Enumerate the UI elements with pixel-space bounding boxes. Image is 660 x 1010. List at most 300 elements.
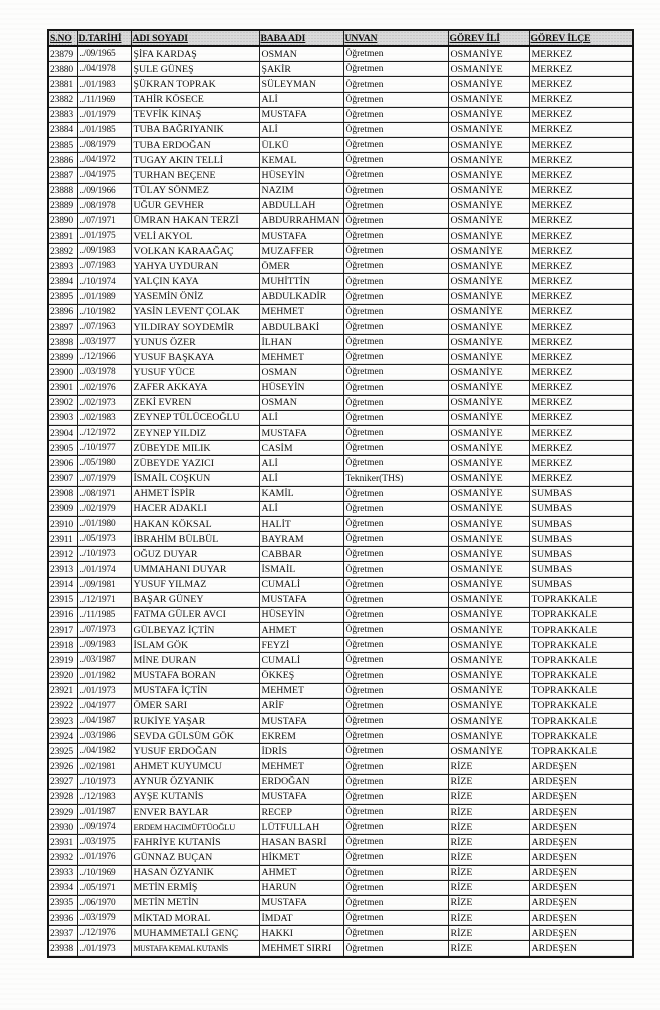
table-row bbox=[48, 532, 633, 547]
cell-name: TURHAN BEÇENE bbox=[131, 168, 259, 183]
cell-birthdate: ../11/1985 bbox=[77, 607, 131, 622]
cell-title: Öğretmen bbox=[343, 456, 448, 471]
cell-birthdate: ../08/1971 bbox=[77, 486, 131, 501]
cell-birthdate: ../04/1972 bbox=[77, 153, 131, 168]
cell-father-name: HÜSEYİN bbox=[259, 607, 343, 622]
cell-province: OSMANİYE bbox=[448, 213, 529, 228]
cell-birthdate: ../09/1974 bbox=[77, 820, 131, 835]
cell-title: Öğretmen bbox=[343, 395, 448, 410]
cell-birthdate: ../12/1983 bbox=[77, 789, 131, 804]
cell-name: ÜMRAN HAKAN TERZİ bbox=[131, 213, 259, 228]
cell-province: OSMANİYE bbox=[448, 138, 529, 153]
cell-birthdate: ../03/1977 bbox=[77, 335, 131, 350]
cell-birthdate: ../07/1971 bbox=[77, 213, 131, 228]
cell-district: MERKEZ bbox=[529, 365, 633, 380]
cell-sno: 23916 bbox=[48, 607, 77, 622]
cell-province: OSMANİYE bbox=[448, 244, 529, 259]
cell-province: OSMANİYE bbox=[448, 122, 529, 137]
cell-father-name: KAMİL bbox=[259, 486, 343, 501]
cell-title: Öğretmen bbox=[343, 410, 448, 425]
cell-province: RİZE bbox=[448, 850, 529, 865]
table-row bbox=[48, 198, 633, 213]
cell-sno: 23908 bbox=[48, 486, 77, 501]
cell-father-name: KEMAL bbox=[259, 153, 343, 168]
cell-province: RİZE bbox=[448, 789, 529, 804]
cell-district: SUMBAS bbox=[529, 577, 633, 592]
cell-district: SUMBAS bbox=[529, 547, 633, 562]
cell-father-name: ERDOĞAN bbox=[259, 774, 343, 789]
cell-province: OSMANİYE bbox=[448, 365, 529, 380]
cell-father-name: MEHMET SIRRI bbox=[259, 941, 343, 957]
cell-district: MERKEZ bbox=[529, 304, 633, 319]
cell-father-name: MUZAFFER bbox=[259, 244, 343, 259]
cell-father-name: MUSTAFA bbox=[259, 789, 343, 804]
cell-father-name: ÜLKÜ bbox=[259, 138, 343, 153]
table-row bbox=[48, 122, 633, 137]
table-row bbox=[48, 774, 633, 789]
cell-sno: 23898 bbox=[48, 335, 77, 350]
cell-title: Öğretmen bbox=[343, 683, 448, 698]
cell-name: AHMET İSPİR bbox=[131, 486, 259, 501]
cell-name: YUNUS ÖZER bbox=[131, 335, 259, 350]
cell-district: MERKEZ bbox=[529, 410, 633, 425]
cell-name: ERDEM HACIMÜFTÜOĞLU bbox=[131, 820, 259, 835]
cell-sno: 23894 bbox=[48, 274, 77, 289]
cell-province: RİZE bbox=[448, 926, 529, 941]
table-row bbox=[48, 259, 633, 274]
cell-province: OSMANİYE bbox=[448, 729, 529, 744]
cell-province: RİZE bbox=[448, 941, 529, 957]
cell-birthdate: ../03/1979 bbox=[77, 911, 131, 926]
cell-province: OSMANİYE bbox=[448, 471, 529, 486]
cell-province: OSMANİYE bbox=[448, 335, 529, 350]
cell-title: Öğretmen bbox=[343, 774, 448, 789]
cell-province: RİZE bbox=[448, 911, 529, 926]
cell-title: Öğretmen bbox=[343, 532, 448, 547]
column-header-father-name: BABA ADI bbox=[259, 30, 343, 46]
cell-province: RİZE bbox=[448, 835, 529, 850]
table-row bbox=[48, 926, 633, 941]
cell-sno: 23906 bbox=[48, 456, 77, 471]
cell-birthdate: ../08/1979 bbox=[77, 138, 131, 153]
cell-district: MERKEZ bbox=[529, 289, 633, 304]
cell-birthdate: ../05/1973 bbox=[77, 532, 131, 547]
cell-title: Öğretmen bbox=[343, 729, 448, 744]
cell-sno: 23927 bbox=[48, 774, 77, 789]
cell-district: ARDEŞEN bbox=[529, 941, 633, 957]
cell-sno: 23932 bbox=[48, 850, 77, 865]
cell-sno: 23895 bbox=[48, 289, 77, 304]
table-row bbox=[48, 668, 633, 683]
cell-province: OSMANİYE bbox=[448, 532, 529, 547]
cell-sno: 23937 bbox=[48, 926, 77, 941]
cell-sno: 23890 bbox=[48, 213, 77, 228]
cell-birthdate: ../03/1987 bbox=[77, 653, 131, 668]
cell-sno: 23928 bbox=[48, 789, 77, 804]
cell-name: AYŞE KUTANİS bbox=[131, 789, 259, 804]
cell-district: ARDEŞEN bbox=[529, 880, 633, 895]
cell-province: OSMANİYE bbox=[448, 592, 529, 607]
cell-district: TOPRAKKALE bbox=[529, 653, 633, 668]
cell-title: Öğretmen bbox=[343, 486, 448, 501]
cell-name: YUSUF YÜCE bbox=[131, 365, 259, 380]
cell-father-name: ARİF bbox=[259, 698, 343, 713]
cell-title: Öğretmen bbox=[343, 46, 448, 62]
cell-district: MERKEZ bbox=[529, 62, 633, 77]
cell-name: MUHAMMETALİ GENÇ bbox=[131, 926, 259, 941]
cell-title: Öğretmen bbox=[343, 516, 448, 531]
cell-birthdate: ../01/1985 bbox=[77, 122, 131, 137]
cell-district: TOPRAKKALE bbox=[529, 744, 633, 759]
cell-name: YUSUF ERDOĞAN bbox=[131, 744, 259, 759]
cell-province: RİZE bbox=[448, 895, 529, 910]
cell-sno: 23936 bbox=[48, 911, 77, 926]
cell-name: METİN ERMİŞ bbox=[131, 880, 259, 895]
cell-father-name: MUSTAFA bbox=[259, 229, 343, 244]
cell-province: OSMANİYE bbox=[448, 744, 529, 759]
cell-title: Öğretmen bbox=[343, 804, 448, 819]
cell-name: GÜLBEYAZ İÇTİN bbox=[131, 623, 259, 638]
table-row bbox=[48, 714, 633, 729]
cell-sno: 23907 bbox=[48, 471, 77, 486]
cell-father-name: ÖKKEŞ bbox=[259, 668, 343, 683]
cell-sno: 23909 bbox=[48, 501, 77, 516]
cell-father-name: SÜLEYMAN bbox=[259, 77, 343, 92]
cell-title: Öğretmen bbox=[343, 820, 448, 835]
cell-birthdate: ../02/1983 bbox=[77, 410, 131, 425]
cell-title: Öğretmen bbox=[343, 895, 448, 910]
cell-birthdate: ../01/1973 bbox=[77, 683, 131, 698]
cell-father-name: HİKMET bbox=[259, 850, 343, 865]
cell-sno: 23910 bbox=[48, 516, 77, 531]
cell-birthdate: ../07/1979 bbox=[77, 471, 131, 486]
cell-father-name: LÜTFULLAH bbox=[259, 820, 343, 835]
cell-district: MERKEZ bbox=[529, 77, 633, 92]
cell-sno: 23929 bbox=[48, 804, 77, 819]
cell-province: OSMANİYE bbox=[448, 668, 529, 683]
cell-sno: 23914 bbox=[48, 577, 77, 592]
cell-title: Öğretmen bbox=[343, 365, 448, 380]
cell-sno: 23899 bbox=[48, 350, 77, 365]
cell-sno: 23883 bbox=[48, 107, 77, 122]
cell-father-name: ALİ bbox=[259, 471, 343, 486]
table-row bbox=[48, 577, 633, 592]
cell-birthdate: ../02/1979 bbox=[77, 501, 131, 516]
table-row bbox=[48, 46, 633, 62]
cell-father-name: CASİM bbox=[259, 441, 343, 456]
cell-district: MERKEZ bbox=[529, 229, 633, 244]
cell-title: Öğretmen bbox=[343, 244, 448, 259]
cell-district: MERKEZ bbox=[529, 244, 633, 259]
cell-father-name: ALİ bbox=[259, 501, 343, 516]
cell-name: UĞUR GEVHER bbox=[131, 198, 259, 213]
cell-birthdate: ../09/1983 bbox=[77, 244, 131, 259]
column-header-title: UNVAN bbox=[343, 30, 448, 46]
cell-province: OSMANİYE bbox=[448, 395, 529, 410]
cell-district: TOPRAKKALE bbox=[529, 714, 633, 729]
cell-birthdate: ../10/1973 bbox=[77, 774, 131, 789]
cell-sno: 23919 bbox=[48, 653, 77, 668]
cell-birthdate: ../01/1973 bbox=[77, 941, 131, 957]
cell-birthdate: ../01/1975 bbox=[77, 229, 131, 244]
cell-title: Öğretmen bbox=[343, 562, 448, 577]
cell-title: Öğretmen bbox=[343, 653, 448, 668]
cell-father-name: MUSTAFA bbox=[259, 426, 343, 441]
cell-father-name: ABDURRAHMAN bbox=[259, 213, 343, 228]
cell-father-name: ÖMER bbox=[259, 259, 343, 274]
cell-title: Öğretmen bbox=[343, 547, 448, 562]
cell-name: ZEYNEP TÜLÜCEOĞLU bbox=[131, 410, 259, 425]
cell-birthdate: ../01/1989 bbox=[77, 289, 131, 304]
table-row bbox=[48, 138, 633, 153]
cell-birthdate: ../01/1979 bbox=[77, 107, 131, 122]
table-row bbox=[48, 229, 633, 244]
cell-district: SUMBAS bbox=[529, 532, 633, 547]
cell-sno: 23891 bbox=[48, 229, 77, 244]
cell-name: UMMAHANI DUYAR bbox=[131, 562, 259, 577]
cell-sno: 23896 bbox=[48, 304, 77, 319]
cell-title: Öğretmen bbox=[343, 577, 448, 592]
cell-birthdate: ../01/1982 bbox=[77, 668, 131, 683]
table-row bbox=[48, 92, 633, 107]
cell-district: ARDEŞEN bbox=[529, 804, 633, 819]
cell-province: OSMANİYE bbox=[448, 229, 529, 244]
cell-birthdate: ../06/1970 bbox=[77, 895, 131, 910]
table-body bbox=[48, 46, 633, 957]
cell-province: OSMANİYE bbox=[448, 486, 529, 501]
cell-title: Öğretmen bbox=[343, 789, 448, 804]
cell-province: OSMANİYE bbox=[448, 456, 529, 471]
cell-father-name: OSMAN bbox=[259, 46, 343, 62]
cell-title: Öğretmen bbox=[343, 698, 448, 713]
cell-title: Öğretmen bbox=[343, 289, 448, 304]
cell-birthdate: ../05/1980 bbox=[77, 456, 131, 471]
table-row bbox=[48, 456, 633, 471]
cell-birthdate: ../10/1969 bbox=[77, 865, 131, 880]
cell-sno: 23912 bbox=[48, 547, 77, 562]
table-row bbox=[48, 410, 633, 425]
table-row bbox=[48, 865, 633, 880]
table-row bbox=[48, 562, 633, 577]
cell-birthdate: ../08/1978 bbox=[77, 198, 131, 213]
cell-sno: 23934 bbox=[48, 880, 77, 895]
table-row bbox=[48, 244, 633, 259]
cell-sno: 23915 bbox=[48, 592, 77, 607]
table-row bbox=[48, 304, 633, 319]
cell-title: Öğretmen bbox=[343, 198, 448, 213]
table-row bbox=[48, 183, 633, 198]
cell-sno: 23903 bbox=[48, 410, 77, 425]
cell-title: Tekniker(THS) bbox=[343, 471, 448, 486]
table-row bbox=[48, 335, 633, 350]
cell-name: İSLAM GÖK bbox=[131, 638, 259, 653]
cell-province: RİZE bbox=[448, 774, 529, 789]
table-row bbox=[48, 895, 633, 910]
cell-province: OSMANİYE bbox=[448, 289, 529, 304]
cell-district: ARDEŞEN bbox=[529, 895, 633, 910]
cell-birthdate: ../12/1966 bbox=[77, 350, 131, 365]
cell-title: Öğretmen bbox=[343, 865, 448, 880]
cell-birthdate: ../04/1977 bbox=[77, 698, 131, 713]
cell-birthdate: ../07/1963 bbox=[77, 319, 131, 334]
cell-title: Öğretmen bbox=[343, 259, 448, 274]
cell-name: HAKAN KÖKSAL bbox=[131, 516, 259, 531]
cell-district: TOPRAKKALE bbox=[529, 592, 633, 607]
cell-district: TOPRAKKALE bbox=[529, 638, 633, 653]
cell-province: OSMANİYE bbox=[448, 274, 529, 289]
cell-birthdate: ../02/1976 bbox=[77, 380, 131, 395]
table-row bbox=[48, 213, 633, 228]
cell-district: MERKEZ bbox=[529, 335, 633, 350]
table-row bbox=[48, 77, 633, 92]
cell-name: VELİ AKYOL bbox=[131, 229, 259, 244]
cell-district: TOPRAKKALE bbox=[529, 623, 633, 638]
cell-birthdate: ../09/1983 bbox=[77, 638, 131, 653]
cell-father-name: HÜSEYİN bbox=[259, 380, 343, 395]
cell-province: OSMANİYE bbox=[448, 441, 529, 456]
cell-birthdate: ../07/1973 bbox=[77, 623, 131, 638]
cell-sno: 23938 bbox=[48, 941, 77, 957]
cell-birthdate: ../10/1982 bbox=[77, 304, 131, 319]
cell-father-name: NAZIM bbox=[259, 183, 343, 198]
cell-title: Öğretmen bbox=[343, 835, 448, 850]
cell-title: Öğretmen bbox=[343, 153, 448, 168]
cell-birthdate: ../01/1983 bbox=[77, 77, 131, 92]
cell-father-name: CUMALİ bbox=[259, 653, 343, 668]
cell-title: Öğretmen bbox=[343, 62, 448, 77]
cell-province: OSMANİYE bbox=[448, 153, 529, 168]
cell-province: RİZE bbox=[448, 820, 529, 835]
table-row bbox=[48, 789, 633, 804]
cell-father-name: ALİ bbox=[259, 92, 343, 107]
table-row bbox=[48, 380, 633, 395]
cell-birthdate: ../10/1973 bbox=[77, 547, 131, 562]
cell-sno: 23889 bbox=[48, 198, 77, 213]
cell-sno: 23897 bbox=[48, 319, 77, 334]
cell-province: OSMANİYE bbox=[448, 350, 529, 365]
cell-birthdate: ../12/1976 bbox=[77, 926, 131, 941]
cell-district: MERKEZ bbox=[529, 274, 633, 289]
cell-title: Öğretmen bbox=[343, 350, 448, 365]
cell-province: OSMANİYE bbox=[448, 577, 529, 592]
table-row bbox=[48, 698, 633, 713]
cell-birthdate: ../02/1981 bbox=[77, 759, 131, 774]
table-row bbox=[48, 319, 633, 334]
cell-district: ARDEŞEN bbox=[529, 820, 633, 835]
cell-title: Öğretmen bbox=[343, 850, 448, 865]
cell-father-name: ALİ bbox=[259, 456, 343, 471]
cell-title: Öğretmen bbox=[343, 911, 448, 926]
cell-name: YILDIRAY SOYDEMİR bbox=[131, 319, 259, 334]
cell-father-name: OSMAN bbox=[259, 365, 343, 380]
cell-father-name: MUSTAFA bbox=[259, 895, 343, 910]
cell-district: MERKEZ bbox=[529, 380, 633, 395]
cell-name: FAHRİYE KUTANİS bbox=[131, 835, 259, 850]
cell-name: YALÇIN KAYA bbox=[131, 274, 259, 289]
header-row bbox=[48, 30, 633, 46]
table-row bbox=[48, 623, 633, 638]
cell-name: MUSTAFA İÇTİN bbox=[131, 683, 259, 698]
cell-province: OSMANİYE bbox=[448, 683, 529, 698]
cell-name: MUSTAFA BORAN bbox=[131, 668, 259, 683]
cell-father-name: EKREM bbox=[259, 729, 343, 744]
table-row bbox=[48, 638, 633, 653]
table-row bbox=[48, 592, 633, 607]
cell-birthdate: ../01/1976 bbox=[77, 850, 131, 865]
cell-province: OSMANİYE bbox=[448, 607, 529, 622]
cell-birthdate: ../03/1986 bbox=[77, 729, 131, 744]
cell-birthdate: ../10/1974 bbox=[77, 274, 131, 289]
cell-name: MUSTAFA KEMAL KUTANİS bbox=[131, 941, 259, 957]
cell-birthdate: ../03/1975 bbox=[77, 835, 131, 850]
cell-province: OSMANİYE bbox=[448, 623, 529, 638]
cell-name: YUSUF BAŞKAYA bbox=[131, 350, 259, 365]
table-row bbox=[48, 820, 633, 835]
cell-sno: 23918 bbox=[48, 638, 77, 653]
table-row bbox=[48, 729, 633, 744]
cell-district: MERKEZ bbox=[529, 153, 633, 168]
column-header-province: GÖREV İLİ bbox=[448, 30, 529, 46]
cell-father-name: İLHAN bbox=[259, 335, 343, 350]
cell-title: Öğretmen bbox=[343, 319, 448, 334]
personnel-table bbox=[47, 29, 634, 958]
cell-sno: 23931 bbox=[48, 835, 77, 850]
cell-name: BAŞAR GÜNEY bbox=[131, 592, 259, 607]
cell-district: ARDEŞEN bbox=[529, 835, 633, 850]
cell-father-name: OSMAN bbox=[259, 395, 343, 410]
cell-name: TUBA ERDOĞAN bbox=[131, 138, 259, 153]
cell-sno: 23892 bbox=[48, 244, 77, 259]
cell-father-name: MEHMET bbox=[259, 683, 343, 698]
cell-title: Öğretmen bbox=[343, 426, 448, 441]
cell-name: ZEYNEP YILDIZ bbox=[131, 426, 259, 441]
table-row bbox=[48, 759, 633, 774]
cell-title: Öğretmen bbox=[343, 880, 448, 895]
cell-district: MERKEZ bbox=[529, 107, 633, 122]
cell-sno: 23922 bbox=[48, 698, 77, 713]
cell-province: OSMANİYE bbox=[448, 198, 529, 213]
cell-father-name: HAKKI bbox=[259, 926, 343, 941]
cell-province: OSMANİYE bbox=[448, 304, 529, 319]
cell-province: OSMANİYE bbox=[448, 183, 529, 198]
cell-sno: 23930 bbox=[48, 820, 77, 835]
cell-name: TUGAY AKIN TELLİ bbox=[131, 153, 259, 168]
cell-name: TAHİR KÖSECE bbox=[131, 92, 259, 107]
cell-name: YUSUF YILMAZ bbox=[131, 577, 259, 592]
cell-title: Öğretmen bbox=[343, 229, 448, 244]
table-row bbox=[48, 274, 633, 289]
cell-province: OSMANİYE bbox=[448, 259, 529, 274]
cell-district: MERKEZ bbox=[529, 168, 633, 183]
table-row bbox=[48, 547, 633, 562]
cell-province: OSMANİYE bbox=[448, 319, 529, 334]
cell-district: MERKEZ bbox=[529, 183, 633, 198]
cell-birthdate: ../02/1973 bbox=[77, 395, 131, 410]
table-row bbox=[48, 607, 633, 622]
cell-province: OSMANİYE bbox=[448, 380, 529, 395]
cell-sno: 23905 bbox=[48, 441, 77, 456]
cell-title: Öğretmen bbox=[343, 168, 448, 183]
cell-name: ZÜBEYDE MILIK bbox=[131, 441, 259, 456]
cell-title: Öğretmen bbox=[343, 607, 448, 622]
cell-sno: 23885 bbox=[48, 138, 77, 153]
table-row bbox=[48, 471, 633, 486]
cell-father-name: ALİ bbox=[259, 122, 343, 137]
cell-father-name: AHMET bbox=[259, 865, 343, 880]
cell-father-name: MEHMET bbox=[259, 304, 343, 319]
cell-father-name: RECEP bbox=[259, 804, 343, 819]
cell-district: ARDEŞEN bbox=[529, 759, 633, 774]
